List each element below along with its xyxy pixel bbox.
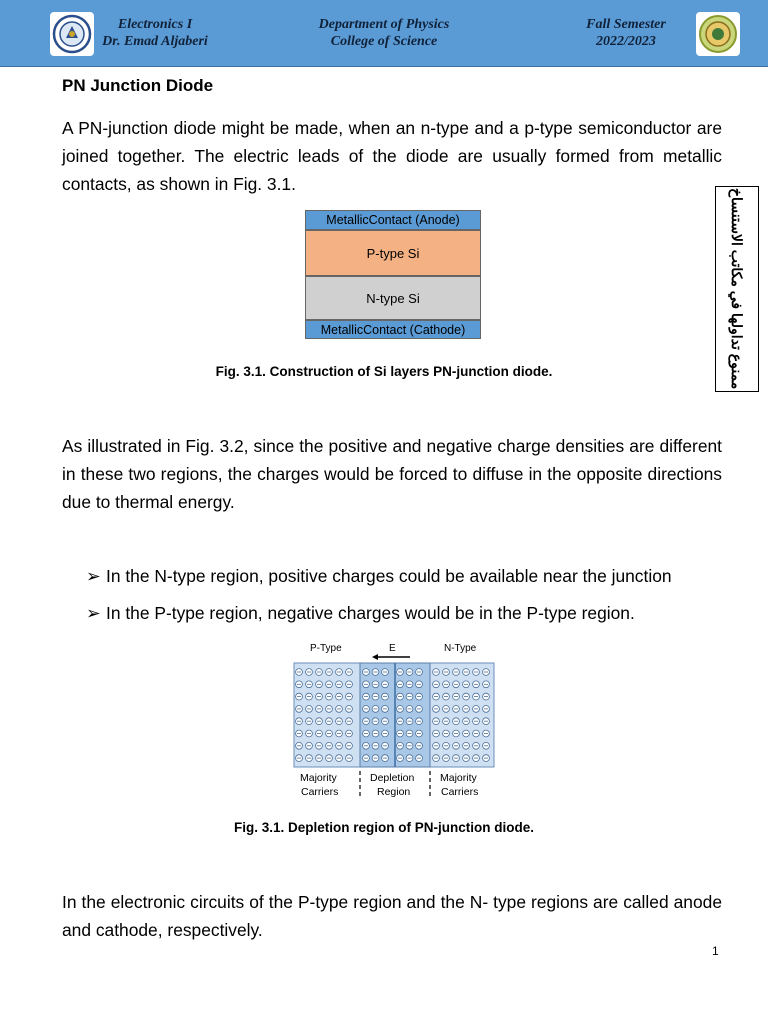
- bullet-item: [86, 562, 672, 590]
- field-arrow-icon: [372, 654, 378, 660]
- page-number: 1: [712, 944, 719, 958]
- semester-info: [566, 16, 686, 50]
- emblem-icon: [50, 12, 94, 56]
- majority-carriers-left-2: Carriers: [301, 786, 339, 798]
- college-logo-right: [696, 12, 740, 56]
- depletion-label-1: Depletion: [370, 772, 415, 784]
- bullet-item: [86, 599, 635, 627]
- section-title: PN Junction Diode: [62, 76, 214, 95]
- university-logo-left: [50, 12, 94, 56]
- anode-contact-layer: MetallicContact (Anode): [305, 210, 481, 230]
- department-name: Department of Physics: [318, 17, 450, 32]
- seal-icon: [696, 12, 740, 56]
- arrow-bullet-icon: ➢: [86, 566, 101, 586]
- college-name: College of Science: [330, 34, 438, 49]
- course-title: Electronics I: [117, 17, 193, 32]
- n-type-label: N-Type: [444, 643, 477, 654]
- department-info: [284, 16, 484, 50]
- bullet-text: In the N-type region, positive charges could be available near the junction: [106, 566, 672, 586]
- instructor-name: Dr. Emad Aljaberi: [102, 34, 208, 49]
- side-stamp-text: ممنوع تداولها في مكاتب الاستنساخ: [729, 188, 745, 390]
- p-type-label: P-Type: [310, 643, 342, 654]
- bullet-text: In the P-type region, negative charges would be in the P-type region.: [106, 603, 635, 623]
- n-type-layer: N-type Si: [305, 276, 481, 320]
- majority-carriers-right-1: Majority: [440, 772, 477, 784]
- side-stamp-box: [715, 186, 759, 392]
- intro-paragraph: A PN-junction diode might be made, when an n-type and a p-type semiconductor are joined together. The electric leads of the diode are usually formed from metallic contacts, as shown in Fig. 3.1.: [62, 118, 722, 194]
- cathode-contact-layer: MetallicContact (Cathode): [305, 320, 481, 339]
- closing-paragraph: In the electronic circuits of the P-type region and the N- type regions are called anode and cathode, respectively.: [62, 892, 722, 940]
- diffusion-paragraph: As illustrated in Fig. 3.2, since the positive and negative charge densities are different in these two regions, the charges would be forced to diffuse in the opposite directions due to thermal energy.: [62, 436, 722, 512]
- depletion-label-2: Region: [377, 786, 411, 798]
- arrow-bullet-icon: ➢: [86, 603, 101, 623]
- depletion-region-diagram: [286, 638, 500, 804]
- figure1-caption: Fig. 3.1. Construction of Si layers PN-junction diode.: [215, 364, 553, 379]
- figure2-caption: Fig. 3.1. Depletion region of PN-junction diode.: [234, 820, 534, 835]
- p-type-layer: P-type Si: [305, 230, 481, 276]
- majority-carriers-right-2: Carriers: [441, 786, 479, 798]
- course-info: [95, 16, 215, 50]
- field-label: E: [389, 643, 396, 654]
- majority-carriers-left-1: Majority: [300, 772, 337, 784]
- page-header: [0, 0, 768, 67]
- semester-name: Fall Semester: [586, 17, 666, 32]
- academic-year: 2022/2023: [596, 34, 656, 49]
